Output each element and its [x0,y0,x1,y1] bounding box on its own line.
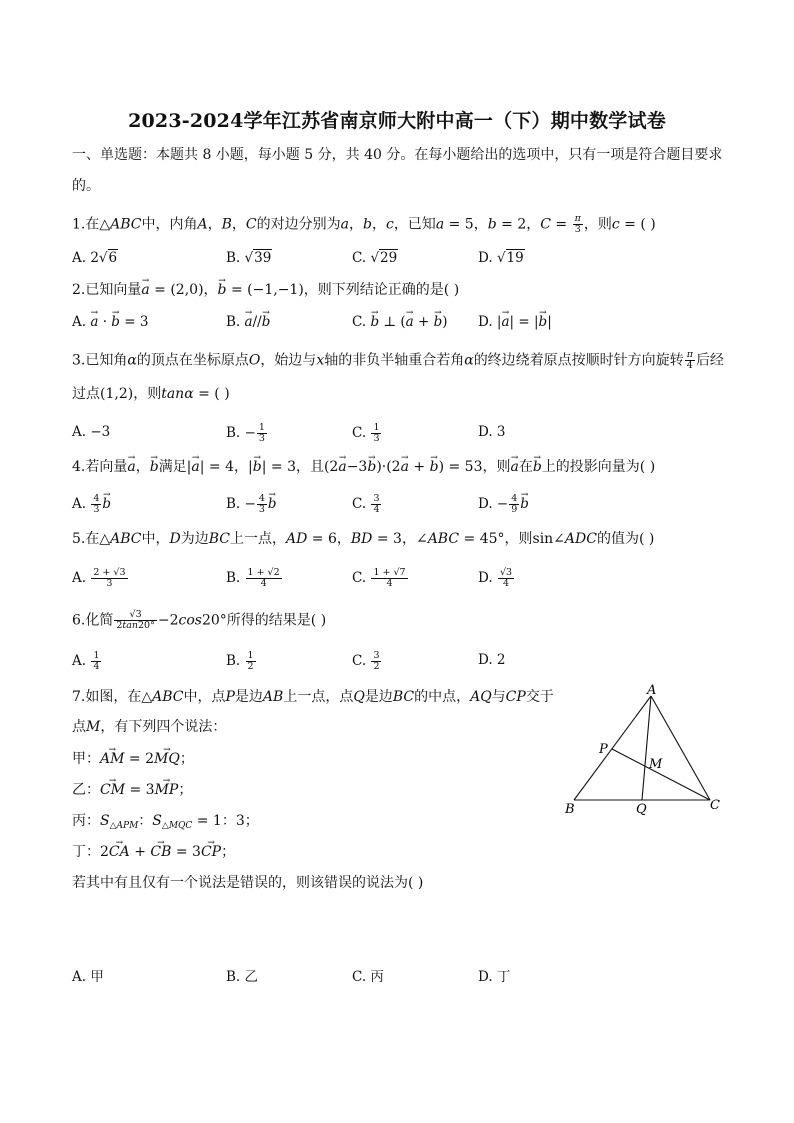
q1-option-d[interactable]: D. √19 [478,250,524,266]
section-instructions-cont: 的。 [72,178,100,194]
q7-option-b[interactable]: B. 乙 [226,969,259,985]
q6-option-a[interactable]: A. $\frac{1}{4}$ [72,650,100,672]
label-b: B [565,802,575,817]
q2-option-b[interactable]: B. → a//→ b [226,313,270,331]
q6-option-d[interactable]: D. 2 [478,652,506,668]
q7-claim-jia: 甲：→ AM = 2→ MQ； [72,750,194,768]
q4-option-d[interactable]: D. − $\frac{4}{9}$ → b [478,494,529,515]
question-7: 7.如图，在△ABC中，点P是边AB上一点，点Q是边BC的中点，AQ与CP交于 [72,689,554,705]
q6-option-b[interactable]: B. $\frac{1}{2}$ [226,650,254,672]
question-4: 4.若向量→ a，→ b满足|→ a| = 4，|→ b| = 3，且(2→ a−3→ b)·(2→ a + → b) = 53，则→ a在→ b上的投影向量为( ) [72,458,655,476]
question-2: 2.已知向量→ a = (2,0)，→ b = (−1,−1)，则下列结论正确的是( ) [72,281,459,299]
label-c: C [710,798,720,813]
q3-option-a[interactable]: A. −3 [72,424,111,440]
q7-question: 若其中有且仅有一个说法是错误的，则该错误的说法为( ) [72,875,424,891]
q3-option-d[interactable]: D. 3 [478,424,506,440]
q1-option-a[interactable]: A. 2√6 [72,250,118,266]
label-q: Q [636,802,647,817]
q4-option-a[interactable]: A. $\frac{4}{3}$ → b [72,494,111,515]
q7-option-a[interactable]: A. 甲 [72,969,104,985]
q7-claim-ding: 丁：2→ CA + → CB = 3→ CP； [72,843,235,861]
q5-option-b[interactable]: B. $\frac{1 + √2}{4}$ [226,567,280,589]
question-5: 5.在△ABC中，D为边BC上一点，AD = 6，BD = 3，∠ABC = 45°，则sin∠ADC的值为( ) [72,531,655,547]
q6-option-c[interactable]: C. $\frac{3}{2}$ [352,650,380,672]
q7-option-c[interactable]: C. 丙 [352,969,384,985]
label-a: A [647,683,657,698]
q2-option-d[interactable]: D. |→ a| = |→ b| [478,313,552,331]
q1-option-b[interactable]: B. √39 [226,250,272,266]
q5-option-c[interactable]: C. $\frac{1 + √7}{4}$ [352,567,406,589]
q2-option-a[interactable]: A. → a · → b = 3 [72,313,148,331]
question-3: 3.已知角α的顶点在坐标原点O，始边与x轴的非负半轴重合若角α的终边绕着原点按顺时针方向旋转 $\frac{\pi}{4}$ 后经 [72,349,724,371]
triangle-figure [555,680,735,820]
q3-option-c[interactable]: C. $\frac{1}{3}$ [352,422,380,444]
q2-option-c[interactable]: C. → b ⊥ (→ a + → b) [352,313,448,331]
q5-option-d[interactable]: D. $\frac{√3}{4}$ [478,567,513,589]
label-p: P [599,742,608,757]
question-3-cont: 过点(1,2)，则tanα = ( ) [72,386,230,402]
q7-claim-bing: 丙：$S_{\triangle APM}$：$S_{\triangle MQC} = 1$：3； [72,813,259,831]
segment-ab [574,696,651,800]
segment-aq [642,696,651,800]
section-instructions: 一、单选题：本题共 8 小题，每小题 5 分，共 40 分。在每小题给出的选项中，只有一项是符合题目要求 [72,147,723,163]
q1-option-c[interactable]: C. √29 [352,250,398,266]
q7-option-d[interactable]: D. 丁 [478,969,511,985]
page-title: 2023-2024学年江苏省南京师大附中高一（下）期中数学试卷 [128,110,666,132]
q4-option-b[interactable]: B. − $\frac{4}{3}$ → b [226,494,277,515]
q7-claim-yi: 乙：→ CM = 3→ MP； [72,781,192,799]
question-6: 6.化简 $\frac{√3}{2\tan 20^\circ}$ −2cos20°所得的结果是( ) [72,609,327,631]
q4-option-c[interactable]: C. $\frac{3}{4}$ [352,493,380,515]
question-1: 1.在△ABC中，内角A，B，C的对边分别为a，b，c，已知a = 5，b = 2，C = $\frac{\pi}{3}$ ，则c = ( ) [72,213,656,235]
question-7-cont: 点M，有下列四个说法： [72,719,227,735]
q3-option-b[interactable]: B. − $\frac{1}{3}$ [226,422,265,444]
label-m: M [649,757,663,772]
q5-option-a[interactable]: A. $\frac{2 + √3}{3}$ [72,567,126,589]
